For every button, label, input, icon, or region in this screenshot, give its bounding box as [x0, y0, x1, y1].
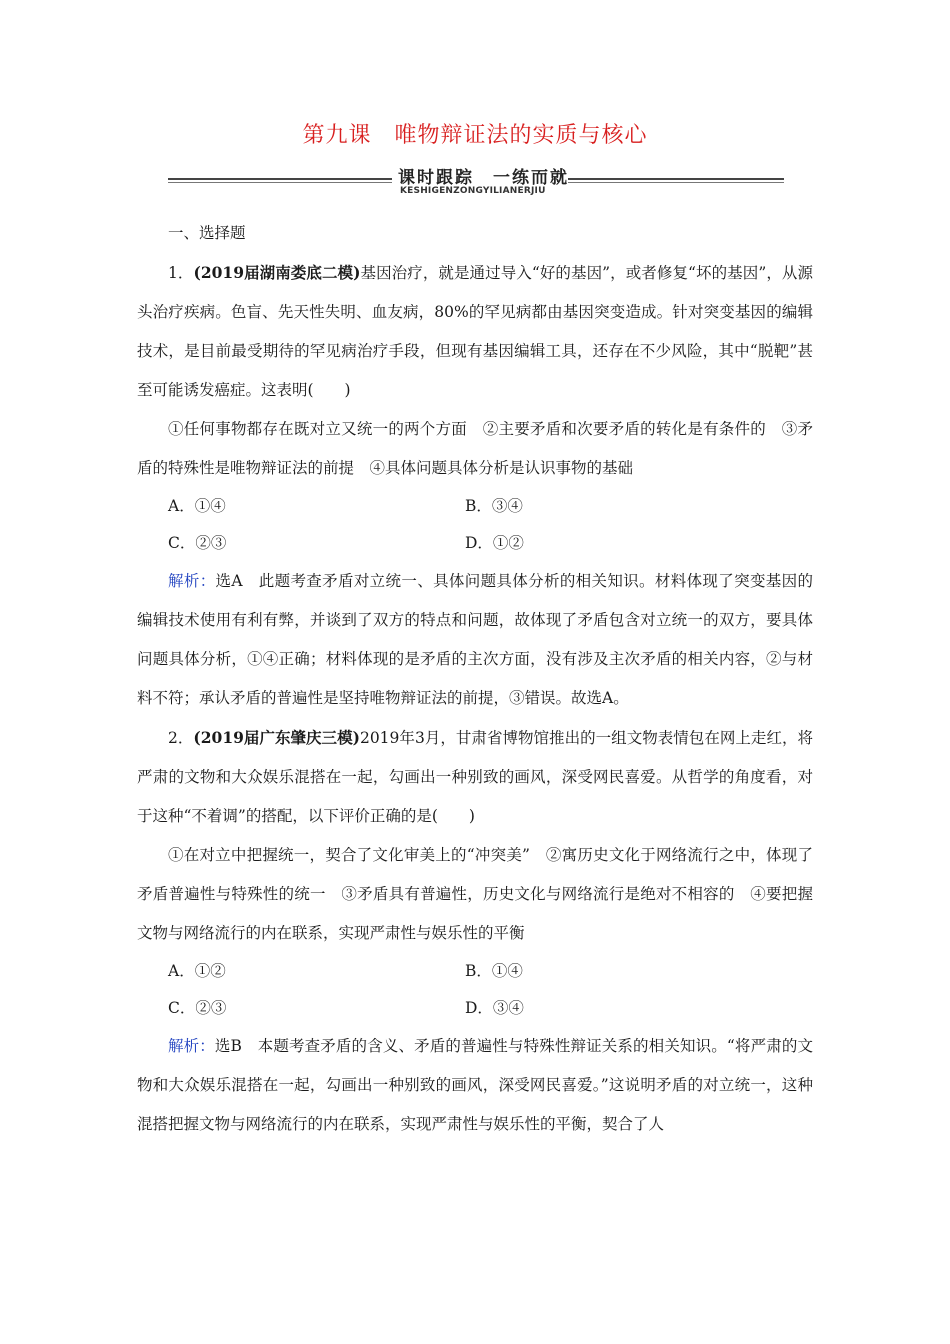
option-c: C．②③ [168, 534, 227, 552]
question-1-analysis [137, 562, 813, 718]
section-heading: 一、选择题 [168, 224, 246, 242]
document-body [137, 214, 813, 1144]
options-row [137, 990, 813, 1027]
analysis-label: 解析： [168, 1037, 215, 1055]
question-1 [137, 253, 813, 410]
analysis-text: 选A 此题考查矛盾对立统一、具体问题具体分析的相关知识。材料体现了突变基因的编辑技术使用有利有弊，并谈到了双方的特点和问题，故体现了矛盾包含对立统一的双方，要具体问题具体分析，①④正确；材料体现的是矛盾的主次方面，没有涉及主次矛盾的相关内容，②与材料不符；承认矛盾的普遍性是坚持唯物辩证法的前提，③错误。故选A。 [137, 572, 813, 707]
analysis-text: 选B 本题考查矛盾的含义、矛盾的普遍性与特殊性辩证关系的相关知识。“将严肃的文物和大众娱乐混搭在一起，勾画出一种别致的画风，深受网民喜爱。”这说明矛盾的对立统一，这种混搭把握文物与网络流行的内在联系，实现严肃性与娱乐性的平衡，契合了人 [137, 1037, 813, 1133]
option-b: B．①④ [465, 962, 523, 980]
question-source: (2019届湖南娄底二模) [193, 263, 361, 282]
option-b: B．③④ [465, 497, 523, 515]
question-number: 1． [168, 264, 194, 282]
question-number: 2． [168, 729, 194, 747]
options-row [137, 488, 813, 525]
option-a: A．①④ [168, 497, 226, 515]
question-2-items: ①在对立中把握统一，契合了文化审美上的“冲突美” ②寓历史文化于网络流行之中，体现了矛盾普遍性与特殊性的统一 ③矛盾具有普遍性，历史文化与网络流行是绝对不相容的 ④要把握文物与网络流行的内在联系，实现严肃性与娱乐性的平衡 [137, 846, 813, 942]
question-stem: 基因治疗，就是通过导入“好的基因”，或者修复“坏的基因”，从源头治疗疾病。色盲、先天性失明、血友病，80%的罕见病都由基因突变造成。针对突变基因的编辑技术，是目前最受期待的罕见病治疗手段，但现有基因编辑工具，还存在不少风险，其中“脱靶”甚至可能诱发癌症。这表明( ) [137, 264, 813, 399]
option-a: A．①② [168, 962, 226, 980]
question-1-items: ①任何事物都存在既对立又统一的两个方面 ②主要矛盾和次要矛盾的转化是有条件的 ③矛盾的特殊性是唯物辩证法的前提 ④具体问题具体分析是认识事物的基础 [137, 420, 813, 477]
banner-pinyin: KESHIGENZONGYILIANERJIU [400, 186, 546, 196]
options-row [137, 953, 813, 990]
question-2 [137, 718, 813, 836]
question-source: (2019届广东肇庆三模) [193, 728, 360, 747]
options-row [137, 525, 813, 562]
banner-title: 课时跟踪 一练而就 [398, 168, 569, 188]
question-stem: 2019年3月，甘肃省博物馆推出的一组文物表情包在网上走红，将严肃的文物和大众娱乐混搭在一起，勾画出一种别致的画风，深受网民喜爱。从哲学的角度看，对于这种“不着调”的搭配，以下评价正确的是( ) [137, 729, 813, 825]
option-d: D．③④ [465, 999, 524, 1017]
option-d: D．①② [465, 534, 524, 552]
question-2-analysis [137, 1027, 813, 1144]
option-c: C．②③ [168, 999, 227, 1017]
page-title: 第九课 唯物辩证法的实质与核心 [302, 123, 648, 148]
analysis-label: 解析： [168, 572, 216, 590]
section-banner [168, 162, 784, 202]
